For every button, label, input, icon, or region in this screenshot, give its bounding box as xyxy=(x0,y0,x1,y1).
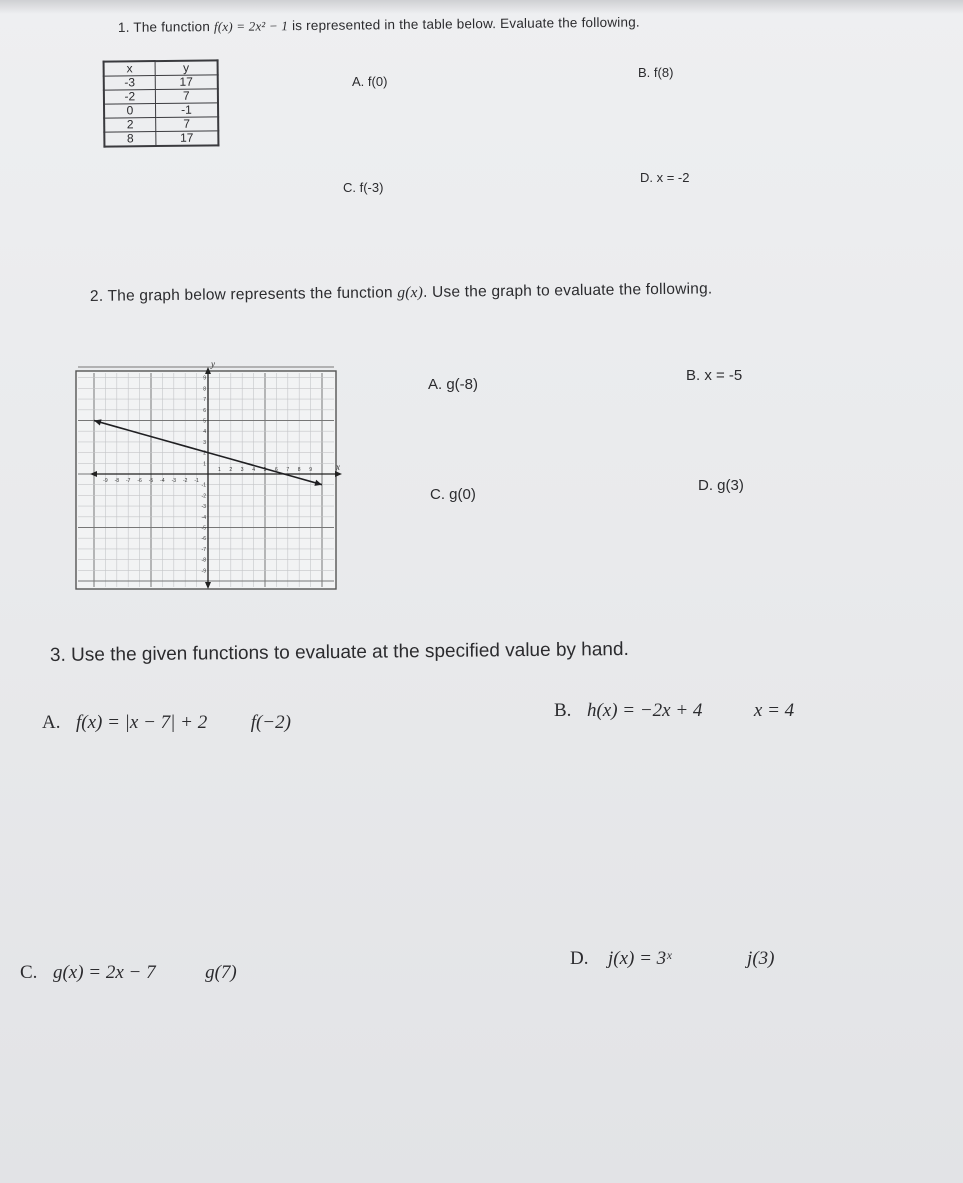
x-tick-label: -1 xyxy=(194,478,199,484)
y-tick-label: -2 xyxy=(201,493,206,500)
y-tick-label: -9 xyxy=(201,568,206,575)
q3-part-c xyxy=(20,962,237,984)
q2-part-d: D. g(3) xyxy=(698,477,744,494)
q3-part-b xyxy=(554,700,794,722)
x-tick-label: -6 xyxy=(137,478,142,484)
q1-part-b: B. f(8) xyxy=(638,65,674,80)
q2-part-c: C. g(0) xyxy=(430,486,476,503)
function-graph xyxy=(74,355,338,591)
y-tick-label: -1 xyxy=(201,482,206,489)
x-tick-label: 4 xyxy=(252,467,255,473)
q3-b-evaluate: x = 4 xyxy=(753,700,795,721)
table-header-row xyxy=(104,60,218,76)
x-tick-label: -3 xyxy=(171,478,177,484)
q1-part-c: C. f(-3) xyxy=(343,180,384,195)
y-tick-label: -5 xyxy=(201,525,206,532)
table-header-y: y xyxy=(155,60,218,75)
x-tick-label: -2 xyxy=(182,478,188,484)
y-tick-label: 9 xyxy=(203,375,206,382)
y-tick-label: -8 xyxy=(201,557,206,564)
q3-part-d xyxy=(570,948,774,970)
q3-b-function: h(x) = −2x + 4 xyxy=(586,700,703,721)
question-1-prompt xyxy=(118,15,640,36)
q3-a-label: A. xyxy=(42,712,61,733)
y-tick-label: 1 xyxy=(203,461,206,468)
y-tick-label: 7 xyxy=(203,397,206,404)
y-tick-label: -7 xyxy=(201,546,206,553)
q3-part-a xyxy=(42,712,291,734)
q3-d-function: j(x) = 3ˣ xyxy=(607,948,672,969)
y-tick-label: 5 xyxy=(203,418,206,425)
y-tick-label: -6 xyxy=(201,536,206,543)
x-tick-label: 5 xyxy=(263,467,267,473)
table-cell-x: 0 xyxy=(104,104,155,119)
table-row xyxy=(104,103,218,118)
y-tick-label: 6 xyxy=(203,407,206,414)
q3-d-evaluate: j(3) xyxy=(747,948,775,969)
q1-part-d: D. x = -2 xyxy=(640,170,690,185)
table-row xyxy=(104,75,218,90)
q1-function: f(x) = 2x² − 1 xyxy=(213,18,289,34)
y-axis-label: y xyxy=(211,359,215,369)
x-tick-label: 3 xyxy=(240,467,244,473)
x-tick-label: -8 xyxy=(114,478,120,484)
y-tick-label: -3 xyxy=(201,504,206,511)
q3-a-evaluate: f(−2) xyxy=(250,712,291,733)
x-tick-label: 2 xyxy=(229,467,233,473)
q3-d-label: D. xyxy=(570,948,589,969)
x-tick-label: -9 xyxy=(103,478,108,484)
q3-a-function: f(x) = |x − 7| + 2 xyxy=(75,712,208,733)
q1-prompt-end: is represented in the table below. Evaluate the following. xyxy=(291,14,640,34)
q2-prompt-start: 2. The graph below represents the function xyxy=(89,284,393,305)
y-tick-label: 2 xyxy=(203,450,206,457)
x-tick-label: 6 xyxy=(275,467,278,473)
table-cell-y: 17 xyxy=(155,75,218,90)
q1-part-a: A. f(0) xyxy=(352,74,388,89)
table-cell-x: 8 xyxy=(104,132,155,147)
table-header-x: x xyxy=(104,61,155,76)
q3-c-label: C. xyxy=(20,962,38,983)
y-tick-label: 8 xyxy=(203,386,206,393)
table-cell-x: -2 xyxy=(104,90,155,105)
table-cell-y: -1 xyxy=(155,103,218,118)
q2-function-name: g(x) xyxy=(397,283,424,302)
table-cell-x: 2 xyxy=(104,118,155,133)
x-tick-label: 7 xyxy=(286,467,290,473)
q3-b-label: B. xyxy=(554,700,572,721)
table-cell-y: 7 xyxy=(155,89,218,104)
question-2-prompt xyxy=(90,280,713,306)
q2-part-b: B. x = -5 xyxy=(686,367,743,384)
x-tick-label: 9 xyxy=(309,467,312,473)
table-cell-y: 17 xyxy=(156,131,219,146)
q3-c-evaluate: g(7) xyxy=(205,962,237,983)
x-axis-label: x xyxy=(336,462,340,472)
q1-prompt-start: 1. The function xyxy=(117,19,211,35)
table-cell-y: 7 xyxy=(155,117,218,132)
table-row xyxy=(104,89,218,104)
y-tick-label: 3 xyxy=(203,439,206,446)
table-row xyxy=(104,117,218,132)
x-tick-label: 8 xyxy=(297,467,301,473)
x-tick-label: -4 xyxy=(160,478,165,484)
x-tick-label: -5 xyxy=(148,478,154,484)
function-table xyxy=(103,59,220,147)
page-shadow xyxy=(0,0,963,14)
question-3-prompt: 3. Use the given functions to evaluate at the specified value by hand. xyxy=(49,638,629,666)
y-tick-label: 4 xyxy=(203,429,206,436)
x-tick-label: -7 xyxy=(125,478,131,484)
x-tick-label: 1 xyxy=(218,467,221,473)
q3-c-function: g(x) = 2x − 7 xyxy=(52,962,156,983)
q2-prompt-end: . Use the graph to evaluate the following. xyxy=(422,280,713,301)
table-row xyxy=(104,131,218,147)
q2-part-a: A. g(-8) xyxy=(428,376,479,393)
table-cell-x: -3 xyxy=(104,76,155,91)
y-tick-label: -4 xyxy=(201,514,206,521)
